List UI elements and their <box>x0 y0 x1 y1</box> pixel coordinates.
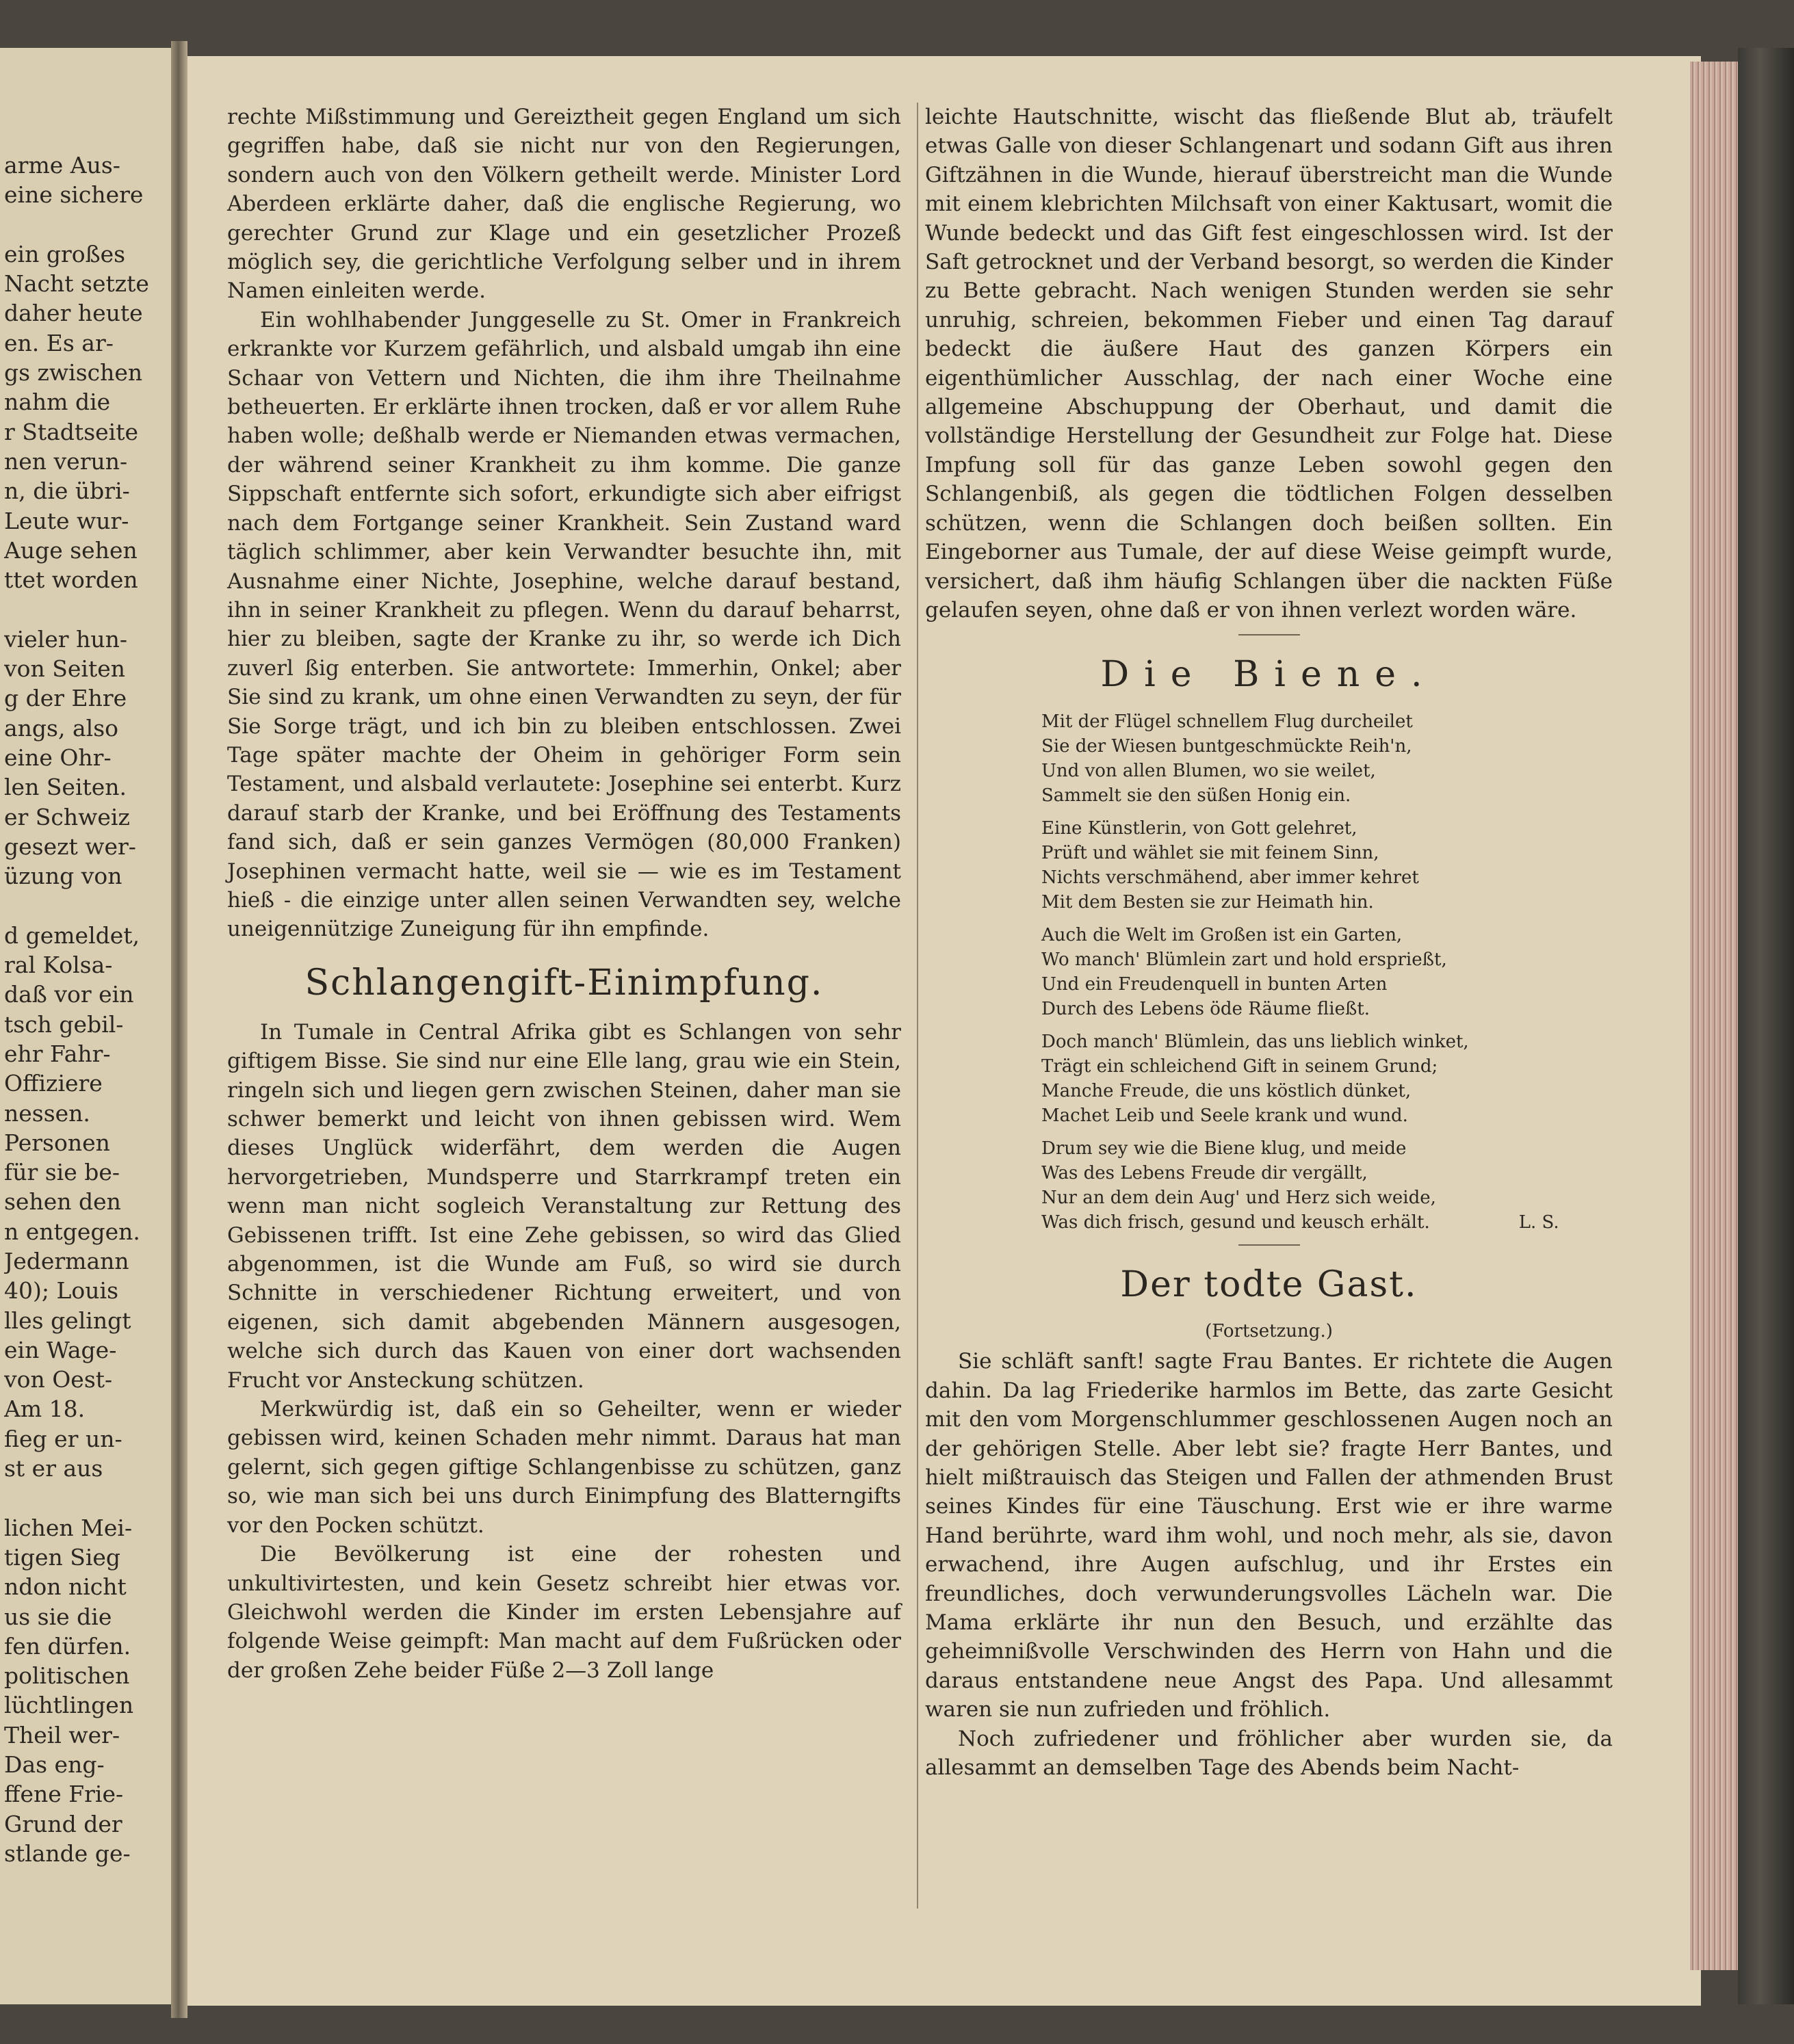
paragraph-story-2: Noch zufriedener und fröhlicher aber wurden sie, da allesammt an demselben Tage des Abends beim Nacht- <box>925 1726 1613 1780</box>
left-fragment-line: lichen Mei- <box>4 1514 133 1541</box>
poem-signature: L. S. <box>1518 1212 1559 1233</box>
left-fragment-line: Offiziere <box>4 1070 103 1097</box>
section-rule <box>1238 634 1300 636</box>
paragraph-england: rechte Mißstimmung und Gereiztheit gegen England um sich gegriffen habe, daß sie nicht nur von den Regierungen, sondern auch von den Völkern getheilt werde. Minister Lord Aberdeen erklärte daher, daß die englische Regierung, wo gerechter Grund zur Klage und ein gesetzlicher Prozeß möglich sey, die gerichtliche Verfolgung selber und in ihrem Namen einleiten werde. <box>227 105 901 304</box>
left-fragment-line: st er aus <box>4 1455 103 1482</box>
poem-line: Mit der Flügel schnellem Flug durcheilet <box>1041 711 1413 733</box>
book-gutter <box>171 41 187 2018</box>
left-fragment-line: er Schweiz <box>4 803 130 830</box>
left-fragment-line: Nacht setzte <box>4 270 149 298</box>
left-fragment-line: Auge sehen <box>4 536 138 564</box>
left-fragment-line: fen dürfen. <box>4 1632 131 1660</box>
poem-line: Mit dem Besten sie zur Heimath hin. <box>1041 892 1374 913</box>
poem-title: Die Biene. <box>1100 654 1438 696</box>
poem-line: Doch manch' Blümlein, das uns lieblich winket, <box>1041 1032 1469 1053</box>
left-fragment-line: tigen Sieg <box>4 1543 121 1571</box>
left-fragment-line: ral Kolsa- <box>4 952 113 979</box>
left-fragment-line: üzung von <box>4 863 122 890</box>
poem-line: Manche Freude, die uns köstlich dünket, <box>1041 1081 1412 1102</box>
left-fragment-line: ein Wage- <box>4 1336 117 1363</box>
left-fragment-line: ein großes <box>4 240 126 267</box>
left-fragment-line: fieg er un- <box>4 1425 122 1452</box>
left-fragment-line: Leute wur- <box>4 507 129 534</box>
left-page-text <box>4 150 168 1868</box>
left-fragment-line: d gemeldet, <box>4 921 140 949</box>
left-fragment-line <box>4 1483 168 1512</box>
left-fragment-line: Theil wer- <box>4 1721 120 1748</box>
column-right <box>925 103 1613 1782</box>
poem-line: Was des Lebens Freude dir vergällt, <box>1041 1163 1368 1184</box>
book-cover-edge <box>1738 48 1794 2004</box>
left-fragment-line: r Stadtseite <box>4 418 139 445</box>
poem-line: Machet Leib und Seele krank und wund. <box>1041 1105 1408 1127</box>
poem-stanza <box>1041 1030 1613 1128</box>
poem-line: Drum sey wie die Biene klug, und meide <box>1041 1138 1407 1159</box>
poem-line: Und ein Freudenquell in bunten Arten <box>1041 974 1388 995</box>
left-fragment-line: n entgegen. <box>4 1218 140 1245</box>
poem-line: Durch des Lebens öde Räume fließt. <box>1041 999 1370 1020</box>
poem-line: Nichts verschmähend, aber immer kehret <box>1041 867 1419 889</box>
left-page-fragment <box>0 48 171 2004</box>
left-fragment-line: Das eng- <box>4 1751 105 1779</box>
poem-stanza <box>1041 816 1613 915</box>
left-fragment-line: tsch gebil- <box>4 1010 124 1038</box>
left-fragment-line: eine Ohr- <box>4 744 112 771</box>
poem-line: Sammelt sie den süßen Honig ein. <box>1041 785 1351 807</box>
left-fragment-line: gesezt wer- <box>4 833 136 860</box>
left-fragment-line: daher heute <box>4 300 143 327</box>
left-fragment-line: arme Aus- <box>4 152 120 179</box>
poem-die-biene <box>1041 709 1613 1235</box>
poem-line: Wo manch' Blümlein zart und hold ersprießt, <box>1041 949 1447 971</box>
left-fragment-line: ttet worden <box>4 566 138 594</box>
left-fragment-line: ehr Fahr- <box>4 1040 111 1067</box>
left-fragment-line: nahm die <box>4 389 111 416</box>
paragraph-junggeselle: Ein wohlhabender Junggeselle zu St. Omer in Frankreich erkrankte vor Kurzem gefährlich, und alsbald umgab ihn eine Schaar von Vettern und Nichten, die ihm ihre Theilnahme betheuerten. Er erklärte ihnen trocken, daß er vor allem Ruhe haben wolle; deßhalb werde er Niemanden etwas vermachen, der während seiner Krankheit zu ihm komme. Die ganze Sippschaft entfernte sich sofort, erkundigte sich aber eifrigst nach dem Fortgange seiner Krankheit. Sein Zustand ward täglich schlimmer, aber kein Verwandter besuchte ihn, mit Ausnahme einer Nichte, Josephine, welche darauf bestand, ihn in seiner Krankheit zu pflegen. Wenn du darauf beharrst, hier zu bleiben, sagte der Kranke zu ihr, so werde ich Dich zuverl ßig enterben. Sie antwortete: Immerhin, Onkel; aber Sie sind zu krank, um ohne einen Verwandten zu seyn, der für Sie Sorge trägt, und ich bin zu bleiben entschlossen. Zwei Tage später machte der Oheim in gehöriger Form sein Testament, und alsbald verlautete: Josephine sei enterbt. Kurz darauf starb der Kranke, und bei Eröffnung des Testaments fand sich, daß er sein ganzes Vermögen (80,000 Franken) Josephinen vermacht hatte, weil sie — wie es im Testament hieß - die einzige unter allen seinen Verwandten sey, welche uneigennützige Zuneigung für ihn empfinde. <box>227 307 901 942</box>
left-fragment-line: von Oest- <box>4 1366 113 1393</box>
poem-stanza <box>1041 709 1613 808</box>
section-rule <box>1238 1244 1300 1246</box>
poem-stanza <box>1041 923 1613 1021</box>
paragraph-impfung: leichte Hautschnitte, wischt das fließende Blut ab, träufelt etwas Galle von dieser Schlangenart und sodann Gift aus ihren Giftzähnen in die Wunde, hierauf überstreicht man die Wunde mit einem klebrichten Milchsaft von einer Kaktusart, womit die Wunde bedeckt und das Gift fest eingeschlossen wird. Ist der Saft getrocknet und der Verband besorgt, so werden die Kinder zu Bette gebracht. Nach wenigen Stunden werden sie sehr unruhig, schreien, bekommen Fieber und einen Tag darauf bedeckt die äußere Haut des ganzen Körpers ein eigenthümlicher Ausschlag, der nach einer Woche eine allgemeine Abschuppung der Oberhaut, und damit die vollständige Herstellung der Gesundheit zur Folge hat. Diese Impfung soll für das ganze Leben sowohl gegen den Schlangenbiß, als gegen die tödtlichen Folgen desselben schützen, wenn die Schlangen doch beißen sollten. Ein Eingeborner aus Tumale, der auf diese Weise geimpft wurde, versichert, daß ihm häufig Schlangen über die nackten Füße gelaufen seyen, ohne daß er von ihnen verlezt worden wäre. <box>925 105 1613 623</box>
paragraph-tumale: In Tumale in Central Afrika gibt es Schlangen von sehr giftigem Bisse. Sie sind nur eine Elle lang, grau wie ein Stein, ringeln sich und liegen gern zwischen Steinen, daher man sie schwer bemerkt und leicht von ihnen gebissen wird. Wem dieses Unglück widerfährt, dem werden die Augen hervorgetrieben, Mundsperre und Starrkrampf treten ein wenn man nicht sogleich Veranstaltung zur Rettung des Gebissenen trifft. Ist eine Zehe gebissen, so wird das Glied abgenommen, ist die Wunde am Fuß, so wird sie durch Schnitte in verschiedener Richtung erweitert, und von eigenen, sich damit abgebenden Männern ausgesogen, welche sich durch das Kauen von einer dort wachsenden Frucht vor Ansteckung schützen. <box>227 1019 901 1393</box>
poem-line: Prüft und wählet sie mit feinem Sinn, <box>1041 843 1379 864</box>
left-fragment-line: daß vor ein <box>4 981 134 1008</box>
left-fragment-line <box>4 594 168 624</box>
left-fragment-line: stlande ge- <box>4 1839 131 1867</box>
left-fragment-line: Jedermann <box>4 1247 129 1274</box>
left-fragment-line <box>4 210 168 239</box>
left-fragment-line: Am 18. <box>4 1396 86 1423</box>
column-left <box>227 103 901 1685</box>
poem-line: Eine Künstlerin, von Gott gelehret, <box>1041 818 1357 839</box>
paragraph-merkwuerdig: Merkwürdig ist, daß ein so Geheilter, wenn er wieder gebissen wird, keinen Schaden mehr nimmt. Daraus hat man gelernt, sich gegen giftige Schlangenbisse zu schützen, ganz so, wie man sich bei uns durch Einimpfung des Blatterngifts vor den Pocken schützt. <box>227 1397 901 1538</box>
left-fragment-line: g der Ehre <box>4 685 127 712</box>
left-fragment-line: nessen. <box>4 1099 90 1127</box>
paragraph-story-1: Sie schläft sanft! sagte Frau Bantes. Er richtete die Augen dahin. Da lag Friederike harmlos im Bette, das zarte Gesicht mit den vom Morgenschlummer geschlossenen Augen noch an der gehörigen Stelle. Aber lebt sie? fragte Herr Bantes, und hielt mißtrauisch das Steigen und Fallen der athmenden Brust seines Kindes für eine Täuschung. Erst wie er ihre warme Hand berührte, ward ihm wohl, und noch mehr, als sie, davon erwachend, ihre Augen aufschlug, und ihr Erstes ein freundliches, doch verwunderungsvolles Lächeln war. Die Mama erklärte ihr nun den Besuch, und erzählte das geheimnißvolle Verschwinden des Herrn von Hahn und die daraus entstandene neue Angst des Papa. Und allesammt waren sie nun zufrieden und fröhlich. <box>925 1349 1613 1722</box>
left-fragment-line: n, die übri- <box>4 477 130 505</box>
paragraph-bevoelkerung: Die Bevölkerung ist eine der rohesten und unkultivirtesten, und kein Gesetz schreibt hier etwas vor. Gleichwohl werden die Kinder im ersten Lebensjahre auf folgende Weise geimpft: Man macht auf dem Fußrücken oder der großen Zehe beider Füße 2—3 Zoll lange <box>227 1542 901 1683</box>
story-title: Der todte Gast. <box>1120 1264 1418 1306</box>
left-fragment-line: ffene Frie- <box>4 1781 124 1808</box>
left-fragment-line: us sie die <box>4 1603 112 1630</box>
left-fragment-line: für sie be- <box>4 1159 120 1186</box>
left-fragment-line: politischen <box>4 1662 130 1690</box>
left-fragment-line: angs, also <box>4 714 118 742</box>
poem-line: Und von allen Blumen, wo sie weilet, <box>1041 761 1376 782</box>
left-fragment-line: nen verun- <box>4 447 128 475</box>
article-heading-schlangengift: Schlangengift-Einimpfung. <box>304 962 824 1004</box>
poem-line: Was dich frisch, gesund und keusch erhält. L. S. <box>1041 1210 1613 1235</box>
poem-line: Trägt ein schleichend Gift in seinem Grund; <box>1041 1056 1438 1077</box>
poem-stanza <box>1041 1136 1613 1235</box>
poem-line: Sie der Wiesen buntgeschmückte Reih'n, <box>1041 736 1412 757</box>
poem-line: Auch die Welt im Großen ist ein Garten, <box>1041 925 1403 946</box>
left-fragment-line <box>4 891 168 920</box>
left-fragment-line: von Seiten <box>4 655 125 683</box>
page-edges <box>1690 62 1738 1970</box>
left-fragment-line: gs zwischen <box>4 359 143 386</box>
left-fragment-line: Grund der <box>4 1810 122 1837</box>
poem-line: Nur an dem dein Aug' und Herz sich weide, <box>1041 1188 1436 1209</box>
left-fragment-line: vieler hun- <box>4 625 127 653</box>
left-fragment-line: eine sichere <box>4 181 144 209</box>
left-fragment-line: lles gelingt <box>4 1307 131 1334</box>
left-fragment-line: ndon nicht <box>4 1573 127 1601</box>
left-fragment-line: 40); Louis <box>4 1277 118 1305</box>
left-fragment-line: sehen den <box>4 1188 121 1216</box>
left-fragment-line: Personen <box>4 1129 110 1156</box>
left-fragment-line: len Seiten. <box>4 774 127 801</box>
left-fragment-line: en. Es ar- <box>4 329 114 356</box>
column-divider <box>917 103 918 1909</box>
story-subtitle: (Fortsetzung.) <box>1205 1321 1333 1342</box>
left-fragment-line: lüchtlingen <box>4 1692 134 1719</box>
